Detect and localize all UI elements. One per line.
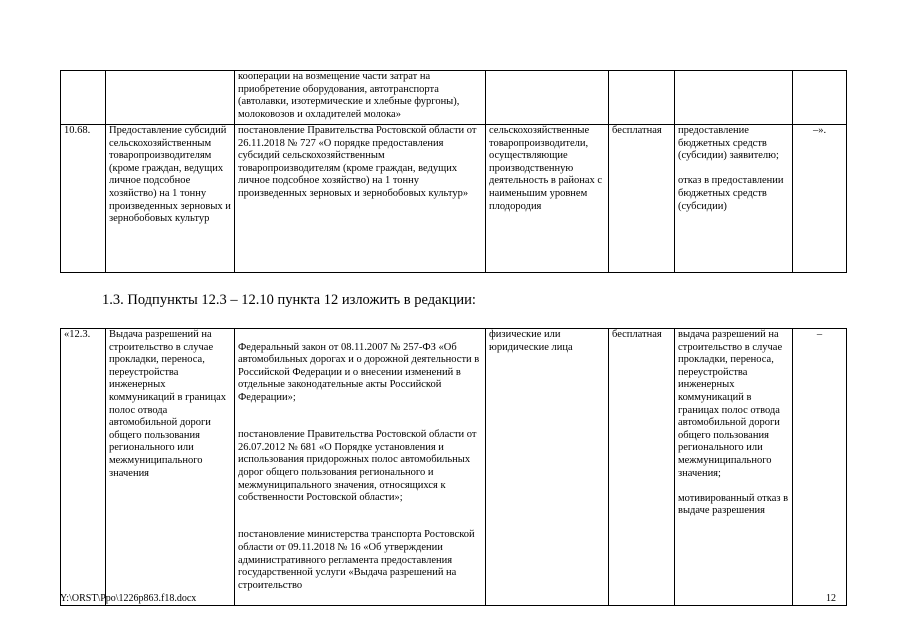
service-name-cell: Выдача разрешений на строительство в случае прокладки, переноса, переустройства инженерных коммуникаций в границах полос отвода автомобильной дороги общего пользования регионального или межмуниципального значения xyxy=(106,329,235,606)
page-number: 12 xyxy=(826,593,836,604)
fee-cell xyxy=(609,71,675,125)
services-table-continued xyxy=(60,70,847,273)
fee-cell: бесплатная xyxy=(609,125,675,273)
note-cell: –». xyxy=(793,125,847,273)
legal-basis-cell xyxy=(235,329,486,606)
row-number-cell xyxy=(61,71,106,125)
note-cell: – xyxy=(793,329,847,606)
table-row xyxy=(61,125,847,273)
recipients-cell: сельскохозяйственные товаропроизводители, осуществляющие производственную деятельность в районах с наименьшим уровнем плодородия xyxy=(486,125,609,273)
legal-basis-federal-law: Федеральный закон от 08.11.2007 № 257-ФЗ «Об автомобильных дорогах и о дорожной деятельности в Российской Федерации и о внесении изменений в отдельные законодательные акты Российской Федерации»; xyxy=(238,341,480,403)
recipients-cell xyxy=(486,71,609,125)
table-row xyxy=(61,71,847,125)
recipients-cell: физические или юридические лица xyxy=(486,329,609,606)
fee-cell: бесплатная xyxy=(609,329,675,606)
legal-basis-cell: кооперации на возмещение части затрат на приобретение оборудования, автотранспорта (автолавки, изотермические и хлебные фургоны), молоковозов и охладителей молока» xyxy=(235,71,486,125)
services-table-new xyxy=(60,328,847,606)
note-cell xyxy=(793,71,847,125)
service-name-cell xyxy=(106,71,235,125)
document-file-path: Y:\ORST\Ppo\1226p863.f18.docx xyxy=(60,593,197,604)
result-cell xyxy=(675,71,793,125)
row-number-cell: 10.68. xyxy=(61,125,106,273)
service-name-cell: Предоставление субсидий сельскохозяйственным товаропроизводителям (кроме граждан, ведущих личное подсобное хозяйство) на 1 тонну произведенных зерновых и зернобобовых культур xyxy=(106,125,235,273)
row-number-cell: «12.3. xyxy=(61,329,106,606)
legal-basis-regional-decree: постановление Правительства Ростовской области от 26.07.2012 № 681 «О Порядке установления и использования придорожных полос автомобильных дорог общего пользования регионального и межмуниципального значения, относящихся к собственности Ростовской области»; xyxy=(238,429,477,504)
section-heading: 1.3. Подпункты 12.3 – 12.10 пункта 12 изложить в редакции: xyxy=(102,292,476,308)
table-row xyxy=(61,329,847,606)
result-cell: предоставление бюджетных средств (субсидии) заявителю; отказ в предоставлении бюджетных средств (субсидии) xyxy=(675,125,793,273)
legal-basis-ministry-decree: постановление министерства транспорта Ростовской области от 09.11.2018 № 16 «Об утверждении административного регламента предоставления государственной услуги «Выдача разрешений на строительство xyxy=(238,529,475,591)
legal-basis-cell: постановление Правительства Ростовской области от 26.11.2018 № 727 «О порядке предоставления субсидий сельскохозяйственным товаропроизводителям (кроме граждан, ведущих личное подсобное хозяйство) на 1 тонну произведенных зерновых и зернобобовых культур» xyxy=(235,125,486,273)
result-cell: выдача разрешений на строительство в случае прокладки, переноса, переустройства инженерных коммуникаций в границах полос отвода автомобильной дороги общего пользования регионального или межмуниципального значения; мотивированный отказ в выдаче разрешения xyxy=(675,329,793,606)
